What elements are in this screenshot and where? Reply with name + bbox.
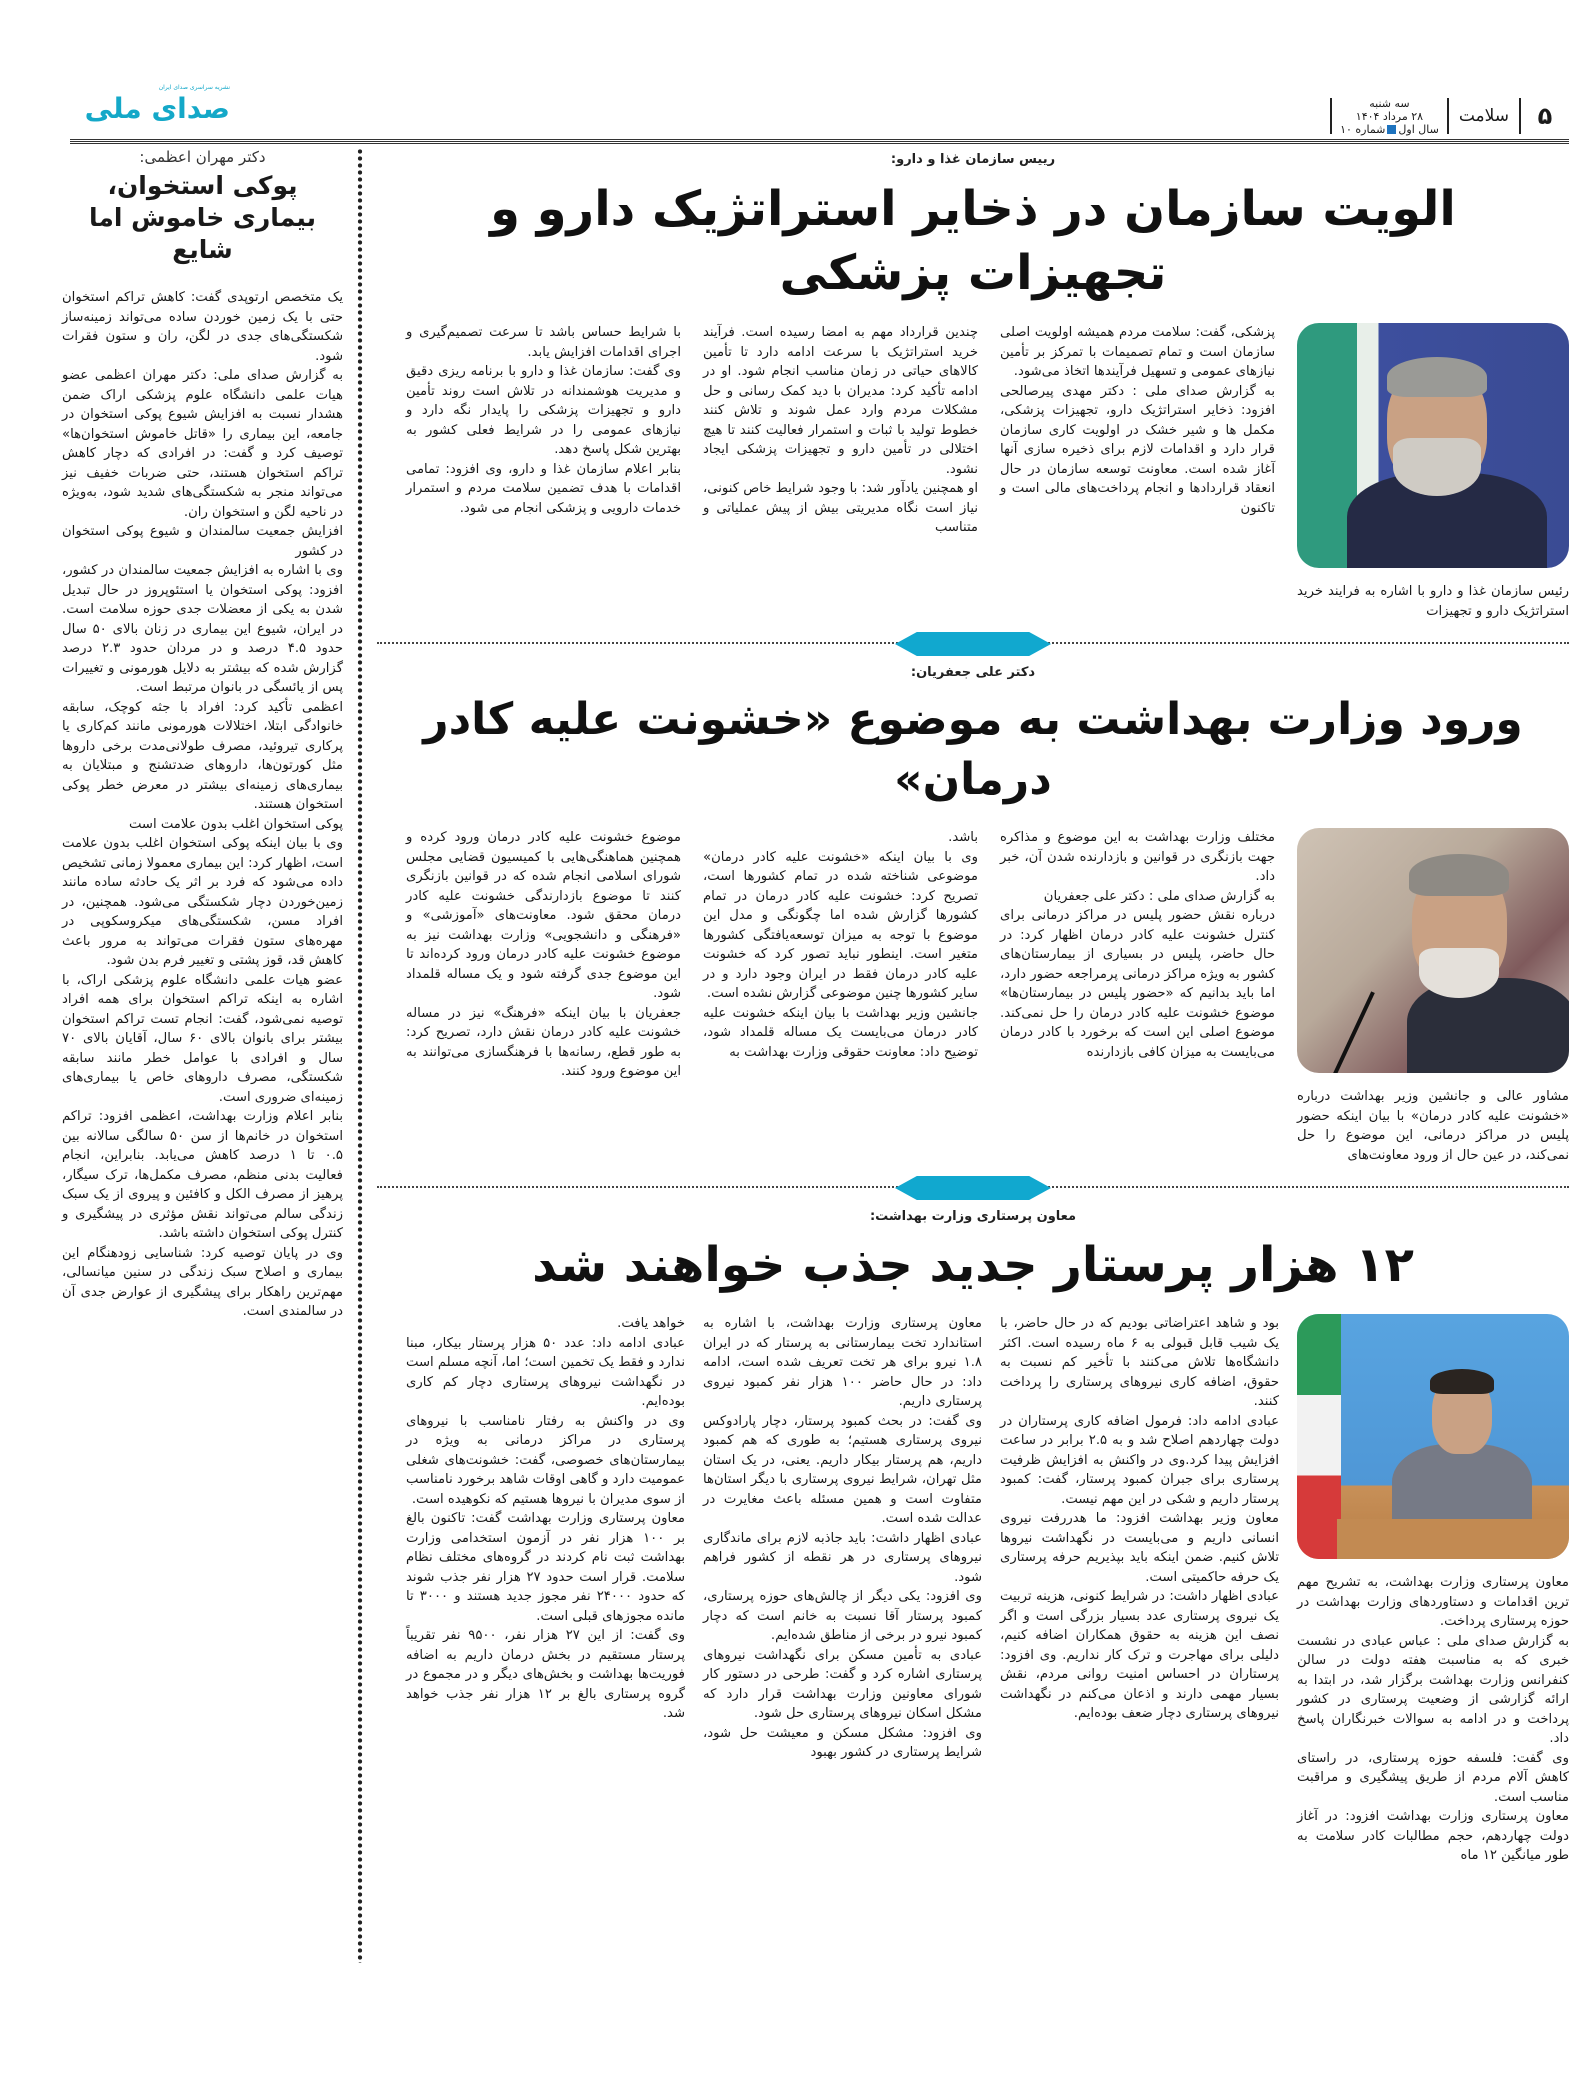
photo-caption: معاون پرستاری وزارت بهداشت، به تشریح مهم ترین اقدامات و دستاوردهای وزارت بهداشت در حوزه پرستاری پرداخت. (1297, 1575, 1569, 1629)
paragraph: وی در پایان توصیه کرد: شناسایی زودهنگام این بیماری و اصلاح سبک زندگی در سنین میانسالی، مهم‌ترین راهکار برای پیشگیری از عوارض جدی آن در سالمندی است. (62, 1245, 343, 1319)
paragraph: وی با بیان اینکه «خشونت علیه کادر درمان» موضوعی شناخته شده در تمام کشورها است، تصریح کرد: خشونت علیه کادر درمان در تمام کشورها گزارش شده اما چگونگی و مدل این موضوع با توجه به میزان توسعه‌یافتگی کشورها متغیر است. اینطور نباید تصور کرد که خشونت علیه کادر درمان فقط در ایران وجود دارد و در سایر کشورها چنین موضوعی گزارش نشده است. (703, 849, 978, 1001)
paragraph: درباره نقش حضور پلیس در مراکز درمانی برای کنترل خشونت علیه کادر درمان اظهار کرد: در حال حاضر، پلیس در بسیاری از بیمارستان‌های کشور به ویژه مراکز درمانی پرمراجعه حضور دارد، اما باید بدانیم که «حضور پلیس در بیمارستان‌ها» موضوع خشونت علیه کادر درمان را حل نمی‌کند. موضوع اصلی این است که برخورد با کادر درمان می‌بایست به میزان کافی بازدارنده (1000, 908, 1275, 1060)
date-box (1332, 96, 1447, 136)
header-separator (1519, 98, 1521, 134)
paragraph: معاون وزیر بهداشت افزود: ما هدررفت نیروی انسانی داریم و می‌بایست در نگهداشت نیروها تلاش کنیم. ضمن اینکه باید بپذیریم حرفه پرستاری یک حرفه حاکمیتی است. (1000, 1511, 1279, 1585)
paragraph: خواهد یافت. (617, 1316, 685, 1331)
paragraph: عبادی اظهار داشت: در شرایط کنونی، هزینه تربیت یک نیروی پرستاری عدد بسیار بزرگی است و اگر نصف این هزینه به حقوق همکاران اضافه کنیم، دلیلی برای مهاجرت و ترک کار نداریم. وی افزود: پرستاران در احساس امنیت روانی مردم، نقش بسیار مهمی دارند و اذعان می‌کنم در نگهداشت نیروهای پرستاری دچار ضعف بوده‌ایم. (1000, 1589, 1279, 1721)
paragraph: وی با بیان اینکه پوکی استخوان اغلب بدون علامت است، اظهار کرد: این بیماری معمولا زمانی تشخیص داده می‌شود که فرد بر اثر یک حادثه ساده مانند زمین‌خوردن دچار شکستگی می‌شود. همچنین، در افراد مسن، شکستگی‌های میکروسکوپی در مهره‌های ستون فقرات می‌تواند به مرور باعث کاهش قد، قوز پشتی و تغییر فرم بدن شود. (62, 836, 343, 968)
date: ۲۸ مرداد ۱۴۰۴ (1355, 109, 1424, 123)
paragraph: عبادی ادامه داد: فرمول اضافه کاری پرستاران در دولت چهاردهم اصلاح شد و به ۲.۵ برابر در ساعت افزایش پیدا کرد.وی در واکنش به افزایش ظرفیت پرستاری برای جبران کمبود پرستار، گفت: کمبود پرستار داریم و شکی در این مهم نیست. (1000, 1413, 1279, 1507)
main-articles (377, 148, 1569, 1866)
paragraph: عبادی اظهار داشت: باید جاذبه لازم برای ماندگاری نیروهای پرستاری در هر نقطه از کشور فراهم شود. (703, 1530, 982, 1585)
section-divider (377, 1179, 1569, 1195)
beard-shape (1393, 438, 1481, 496)
article-kicker: دکتر علی جعفریان: (910, 665, 1036, 680)
logo-text: صدای ملی (84, 92, 230, 125)
flag-shape (1297, 1314, 1341, 1559)
weekday: سه شنبه (1369, 96, 1410, 110)
article-kicker: رییس سازمان غذا و دارو: (890, 152, 1056, 167)
paragraph: معاون پرستاری وزارت بهداشت گفت: تاکنون بالغ بر ۱۰۰ هزار نفر در آزمون استخدامی وزارت بهداشت ثبت نام کردند در گروه‌های مختلف نظام سلامت. قرار است حدود ۲۷ هزار نفر جذب شوند که حدود ۲۴۰۰۰ نفر مجوز جدید هستند و ۳۰۰۰ تا مانده مجوزهای قبلی است. (406, 1511, 685, 1624)
paragraph: مختلف وزارت بهداشت به این موضوع و مذاکره جهت بازنگری در قوانین و بازدارنده شدن آن، خبر داد. (1000, 830, 1275, 884)
page-body (0, 148, 1589, 1963)
photo-caption: مشاور عالی و جانشین وزیر بهداشت درباره «خشونت علیه کادر درمان» با بیان اینکه حضور پلیس در مراکز درمانی، این موضوع را حل نمی‌کند، در عین حال از ورود معاونت‌های (1297, 1089, 1569, 1163)
text-column (406, 323, 681, 518)
sidebar-kicker: دکتر مهران اعظمی: (139, 148, 266, 166)
year-label: سال اول (1398, 122, 1439, 136)
paragraph: پزشکی، گفت: سلامت مردم همیشه اولویت اصلی سازمان است و تمام تصمیمات با تمرکز بر تأمین نیازهای عمومی و تسهیل فرآیندها اتخاذ می‌شود. (1000, 325, 1275, 379)
text-column (406, 1314, 685, 1724)
paragraph: وی گفت: فلسفه حوزه پرستاری، در راستای کاهش آلام مردم از طریق پیشگیری و مراقبت مناسب است. (1297, 1750, 1569, 1805)
hair-shape (1430, 1369, 1494, 1394)
masthead (1330, 96, 1569, 136)
portrait-photo (1297, 1314, 1569, 1559)
hexagon-ornament-icon (895, 1176, 1051, 1200)
vertical-divider-column (343, 148, 377, 1963)
portrait-photo (1297, 828, 1569, 1073)
beard-shape (1419, 948, 1499, 998)
hair-shape (1409, 854, 1509, 896)
photo-column (1297, 828, 1569, 1165)
paragraph: وی با اشاره به افزایش جمعیت سالمندان در کشور، افزود: پوکی استخوان یا استئوپروز در حال تبدیل شدن به یکی از معضلات جدی حوزه سلامت است. در ایران، شیوع این بیماری در زنان بالای ۵۰ سال حدود ۴.۵ درصد و در مردان حدود ۲.۳ درصد گزارش شده که بیشتر به دلایل هورمونی و تغییرات پس از یائسگی در بانوان مرتبط است. (62, 563, 344, 695)
paragraph: وی گفت: در بحث کمبود پرستار، دچار پارادوکس نیروی پرستاری هستیم؛ به طوری که هم کمبود داریم، هم پرستار بیکار داریم. یعنی، در یک استان مثل تهران، شرایط نیروی پرستاری با دیگر استان‌ها متفاوت است و همین مسئله باعث مغایرت در عدالت شده است. (703, 1413, 982, 1526)
microphone-shape (1333, 991, 1375, 1073)
paragraph: وی در واکنش به رفتار نامناسب با نیروهای پرستاری در مراکز درمانی به ویژه در بیمارستان‌های خصوصی، گفت: خشونت‌های شغلی عمومیت دارد و گاهی اوقات شاهد برخورد نامناسب از سوی مدیران با نیروها هستیم که نکوهیده است. (406, 1413, 685, 1507)
text-column (406, 828, 681, 1082)
subheading: پوکی استخوان اغلب بدون علامت است (128, 816, 343, 832)
page-header (0, 0, 1589, 148)
text-column (1000, 828, 1275, 1062)
header-rule (70, 139, 1569, 144)
paragraph: به گزارش صدای ملی : عباس عبادی در نشست خبری که به مناسبت هفته دولت در سالن کنفرانس وزارت بهداشت برگزار شد، در ابتدا به ارائه گزارشی از وضعیت پرستاری در کشور پرداخت و در ادامه به سوالات خبرنگاران پاسخ داد. (1297, 1633, 1569, 1746)
article-violence-healthcare (377, 665, 1569, 1165)
paragraph: موضوع خشونت علیه کادر درمان ورود کرده و همچنین هماهنگی‌هایی با کمیسیون قضایی مجلس شورای اسلامی انجام شده که در قوانین بازنگری کنند تا موضوع بازدارندگی خشونت علیه کادر درمان محقق شود. معاونت‌های «آموزشی» و «فرهنگی و دانشجویی» وزارت بهداشت نیز به موضوع خشونت علیه کادر درمان ورود کرده‌اند تا این موضوع جدی گرفته شود و یک مساله قلمداد شود. (406, 830, 681, 1001)
section-divider (377, 635, 1569, 651)
article-drug-reserves (377, 152, 1569, 621)
article-headline: ورود وزارت بهداشت به موضوع «خشونت علیه کادر درمان» (423, 694, 1523, 805)
page-number: ۵ (1537, 102, 1553, 130)
paragraph: معاون پرستاری وزارت بهداشت، با اشاره به استاندارد تخت بیمارستانی به پرستار که در ایران ۱.۸ نیرو برای هر تخت تعریف شده است، ادامه داد: در حال حاضر ۱۰۰ هزار نفر کمبود نیروی پرستاری داریم. (703, 1316, 982, 1409)
paragraph: جانشین وزیر بهداشت با بیان اینکه خشونت علیه کادر درمان می‌بایست یک مساله قلمداد شود، توضیح داد: معاونت حقوقی وزارت بهداشت به (703, 1005, 978, 1060)
subheading: افزایش جمعیت سالمندان و شیوع پوکی استخوان در کشور (62, 524, 343, 559)
paragraph: وی گفت: سازمان غذا و دارو با برنامه ریزی دقیق و مدیریت هوشمندانه در تلاش است روند تأمین دارو و تجهیزات پزشکی را پایدار نگه دارد و نیازهای عمومی را در شرایط فعلی کشور به بهترین شکل پاسخ دهد. (406, 364, 681, 457)
text-column (703, 828, 978, 1062)
paragraph: او همچنین یادآور شد: با وجود شرایط خاص کنونی، نیاز است نگاه مدیریتی بیش از پیش عملیاتی و متناسب (703, 481, 978, 535)
paragraph: عبادی ادامه داد: عدد ۵۰ هزار پرستار بیکار، مبنا ندارد و فقط یک تخمین است؛ اما، آنچه مسلم است در نگهداشت نیروهای پرستاری دچار کم کاری بوده‌ایم. (406, 1335, 685, 1409)
article-3-columns (377, 1314, 1569, 1866)
hexagon-ornament-icon (895, 632, 1051, 656)
paragraph: اعظمی تأکید کرد: افراد با جثه کوچک، سابقه خانوادگی ابتلا، اختلالات هورمونی مانند کم‌کاری یا پرکاری تیروئید، مصرف طولانی‌مدت برخی داروها مثل کورتون‌ها، داروهای ضدتشنج و مبتلایان به بیماری‌های زمینه‌ای بیشتر در معرض خطر پوکی استخوان هستند. (62, 699, 343, 812)
section-name: سلامت (1458, 106, 1509, 126)
paragraph: بود و شاهد اعتراضاتی بودیم که در حال حاضر، با یک شیب قابل قبولی به ۶ ماه رسیده است. اکثر دانشگاه‌ها تلاش می‌کنند با تأخیر کم نسبت به حقوق، اضافه کاری نیروهای پرستاری را پرداخت کنند. (1000, 1316, 1279, 1409)
suit-shape (1407, 978, 1569, 1073)
article-headline: الویت سازمان در ذخایر استراتژیک دارو و تجهیزات پزشکی (490, 181, 1456, 301)
text-column (1000, 323, 1275, 518)
photo-column (1297, 323, 1569, 621)
paragraph: وی گفت: از این ۲۷ هزار نفر، ۹۵۰۰ نفر تقریباً پرستار مستقیم در بخش درمان داریم به اضافه فوریت‌ها بهداشت و بخش‌های دیگر و در مجموع در گروه پرستاری بالغ بر ۱۲ هزار نفر جذب خواهد شد. (406, 1628, 685, 1721)
photo-caption: رئیس سازمان غذا و دارو با اشاره به فرایند خرید استراتژیک دارو و تجهیزات (1297, 584, 1569, 619)
paragraph: عضو هیات علمی دانشگاه علوم پزشکی اراک، با اشاره به اینکه تراکم استخوان برای همه افراد توصیه نمی‌شود، گفت: انجام تست تراکم استخوان بیشتر برای بانوان بالای ۶۰ سال، آقایان بالای ۷۰ سال و افرادی با عوامل خطر مانند سابقه شکستگی، مصرف داروهای خاص یا بیماری‌های زمینه‌ای ضروری است. (62, 972, 343, 1105)
portrait-photo (1297, 323, 1569, 568)
logo-tagline: نشریه سراسری صدای ایران (158, 84, 230, 91)
header-separator (1330, 98, 1332, 134)
paragraph: به گزارش صدای ملی : دکتر مهدی پیرصالحی افزود: ذخایر استراتژیک دارو، تجهیزات پزشکی، مکمل ها و شیر خشک در اولویت کاری سازمان قرار دارد و اقدامات لازم برای ذخیره سازی آنها آغاز شده است. معاونت توسعه سازمان در حال انعقاد قراردادها و انجام پرداخت‌های مالی است و تاکنون (1000, 383, 1275, 516)
paragraph: با شرایط حساس باشد تا سرعت تصمیم‌گیری و اجرای اقدامات افزایش یابد. (406, 325, 681, 360)
article-headline: ۱۲ هزار پرستار جدید جذب خواهند شد (532, 1237, 1414, 1293)
paragraph: بنابر اعلام سازمان غذا و دارو، وی افزود: تمامی اقدامات با هدف تضمین سلامت مردم و استمرار خدمات دارویی و پزشکی انجام می شود. (406, 461, 681, 516)
article-kicker: معاون پرستاری وزارت بهداشت: (869, 1209, 1077, 1224)
paragraph: چندین قرارداد مهم به امضا رسیده است. فرآیند خرید استراتژیک با سرعت ادامه دارد تا تأمین کالاهای حیاتی در زمان مناسب انجام شود. او در ادامه تأکید کرد: مدیران با دید کمک رسانی و حل مشکلات مردم وارد عمل شوند و تلاش کنند خطوط تولید با ثبات و استمرار فعالیت کنند تا هیچ اختلالی در تأمین دارو و تجهیزات پزشکی ایجاد نشود. (703, 325, 978, 477)
photo-column-text (1297, 1632, 1569, 1866)
article-nurses-hiring (377, 1209, 1569, 1866)
square-bullet-icon (1387, 125, 1396, 134)
paragraph: معاون پرستاری وزارت بهداشت افزود: در آغاز دولت چهاردهم، حجم مطالبات کادر سلامت به طور میانگین ۱۲ ماه (1297, 1809, 1569, 1863)
vertical-dotted-divider (357, 148, 363, 1963)
paragraph: به گزارش صدای ملی : دکتر علی جعفریان (1043, 888, 1275, 904)
header-separator (1447, 98, 1449, 134)
hair-shape (1387, 357, 1487, 397)
paragraph: وی افزود: مشکل مسکن و معیشت حل شود، شرایط پرستاری در کشور بهبود (703, 1725, 982, 1760)
sidebar-body (62, 288, 343, 1322)
paragraph: عبادی به تأمین مسکن برای نگهداشت نیروهای پرستاری اشاره کرد و گفت: طرحی در دستور کار شورای معاونین وزارت بهداشت قرار دارد که مشکل اسکان نیروهای پرستاری حل شود. (703, 1647, 982, 1721)
text-column (703, 1314, 982, 1763)
article-1-columns (377, 323, 1569, 621)
text-column (1000, 1314, 1279, 1724)
newspaper-logo (70, 84, 230, 126)
issue-label: شماره ۱۰ (1340, 122, 1386, 136)
sidebar-title: پوکی استخوان، بیماری خاموش اما شایع (89, 171, 316, 264)
paragraph: وی افزود: یکی دیگر از چالش‌های حوزه پرستاری، کمبود پرستار آقا نسبت به خانم است که دچار کمبود نیرو در برخی از مناطق شده‌ایم. (703, 1589, 982, 1643)
sidebar-article (62, 148, 343, 1322)
text-column (703, 323, 978, 538)
paragraph: بنابر اعلام وزارت بهداشت، اعظمی افزود: تراکم استخوان در خانم‌ها از سن ۵۰ سالگی سالانه بین ۰.۵ تا ۱ درصد کاهش می‌یابد. بنابراین، انجام فعالیت بدنی منظم، مصرف مکمل‌ها، ترک سیگار، پرهیز از مصرف الکل و کافئین و پیروی از یک سبک زندگی سالم می‌تواند نقش مؤثری در پیشگیری و کنترل پوکی استخوان داشته باشد. (62, 1109, 344, 1241)
paragraph: به گزارش صدای ملی: دکتر مهران اعظمی عضو هیات علمی دانشگاه علوم پزشکی اراک ضمن هشدار نسبت به افزایش شیوع پوکی استخوان در جامعه، این بیماری را «قاتل خاموش استخوان‌ها» توصیف کرد و گفت: در افرادی که دچار کاهش تراکم استخوان هستند، حتی ضربات خفیف نیز می‌تواند منجر به شکستگی‌های شدید شود، به‌ویژه در ناحیه لگن و استخوان ران. (62, 368, 343, 520)
issue-line (1340, 123, 1439, 136)
article-2-columns (377, 828, 1569, 1165)
photo-column (1297, 1314, 1569, 1866)
paragraph: یک متخصص ارتوپدی گفت: کاهش تراکم استخوان حتی با یک زمین خوردن ساده می‌تواند زمینه‌ساز شکستگی‌های جدی در لگن، ران و ستون فقرات شود. (62, 290, 343, 364)
podium-shape (1337, 1519, 1569, 1559)
paragraph: جعفریان با بیان اینکه «فرهنگ» نیز در مساله خشونت علیه کادر درمان نقش دارد، تصریح کرد: به طور قطع، رسانه‌ها با فرهنگسازی می‌توانند به این موضوع ورود کنند. (406, 1005, 681, 1079)
paragraph: باشد. (948, 830, 978, 845)
